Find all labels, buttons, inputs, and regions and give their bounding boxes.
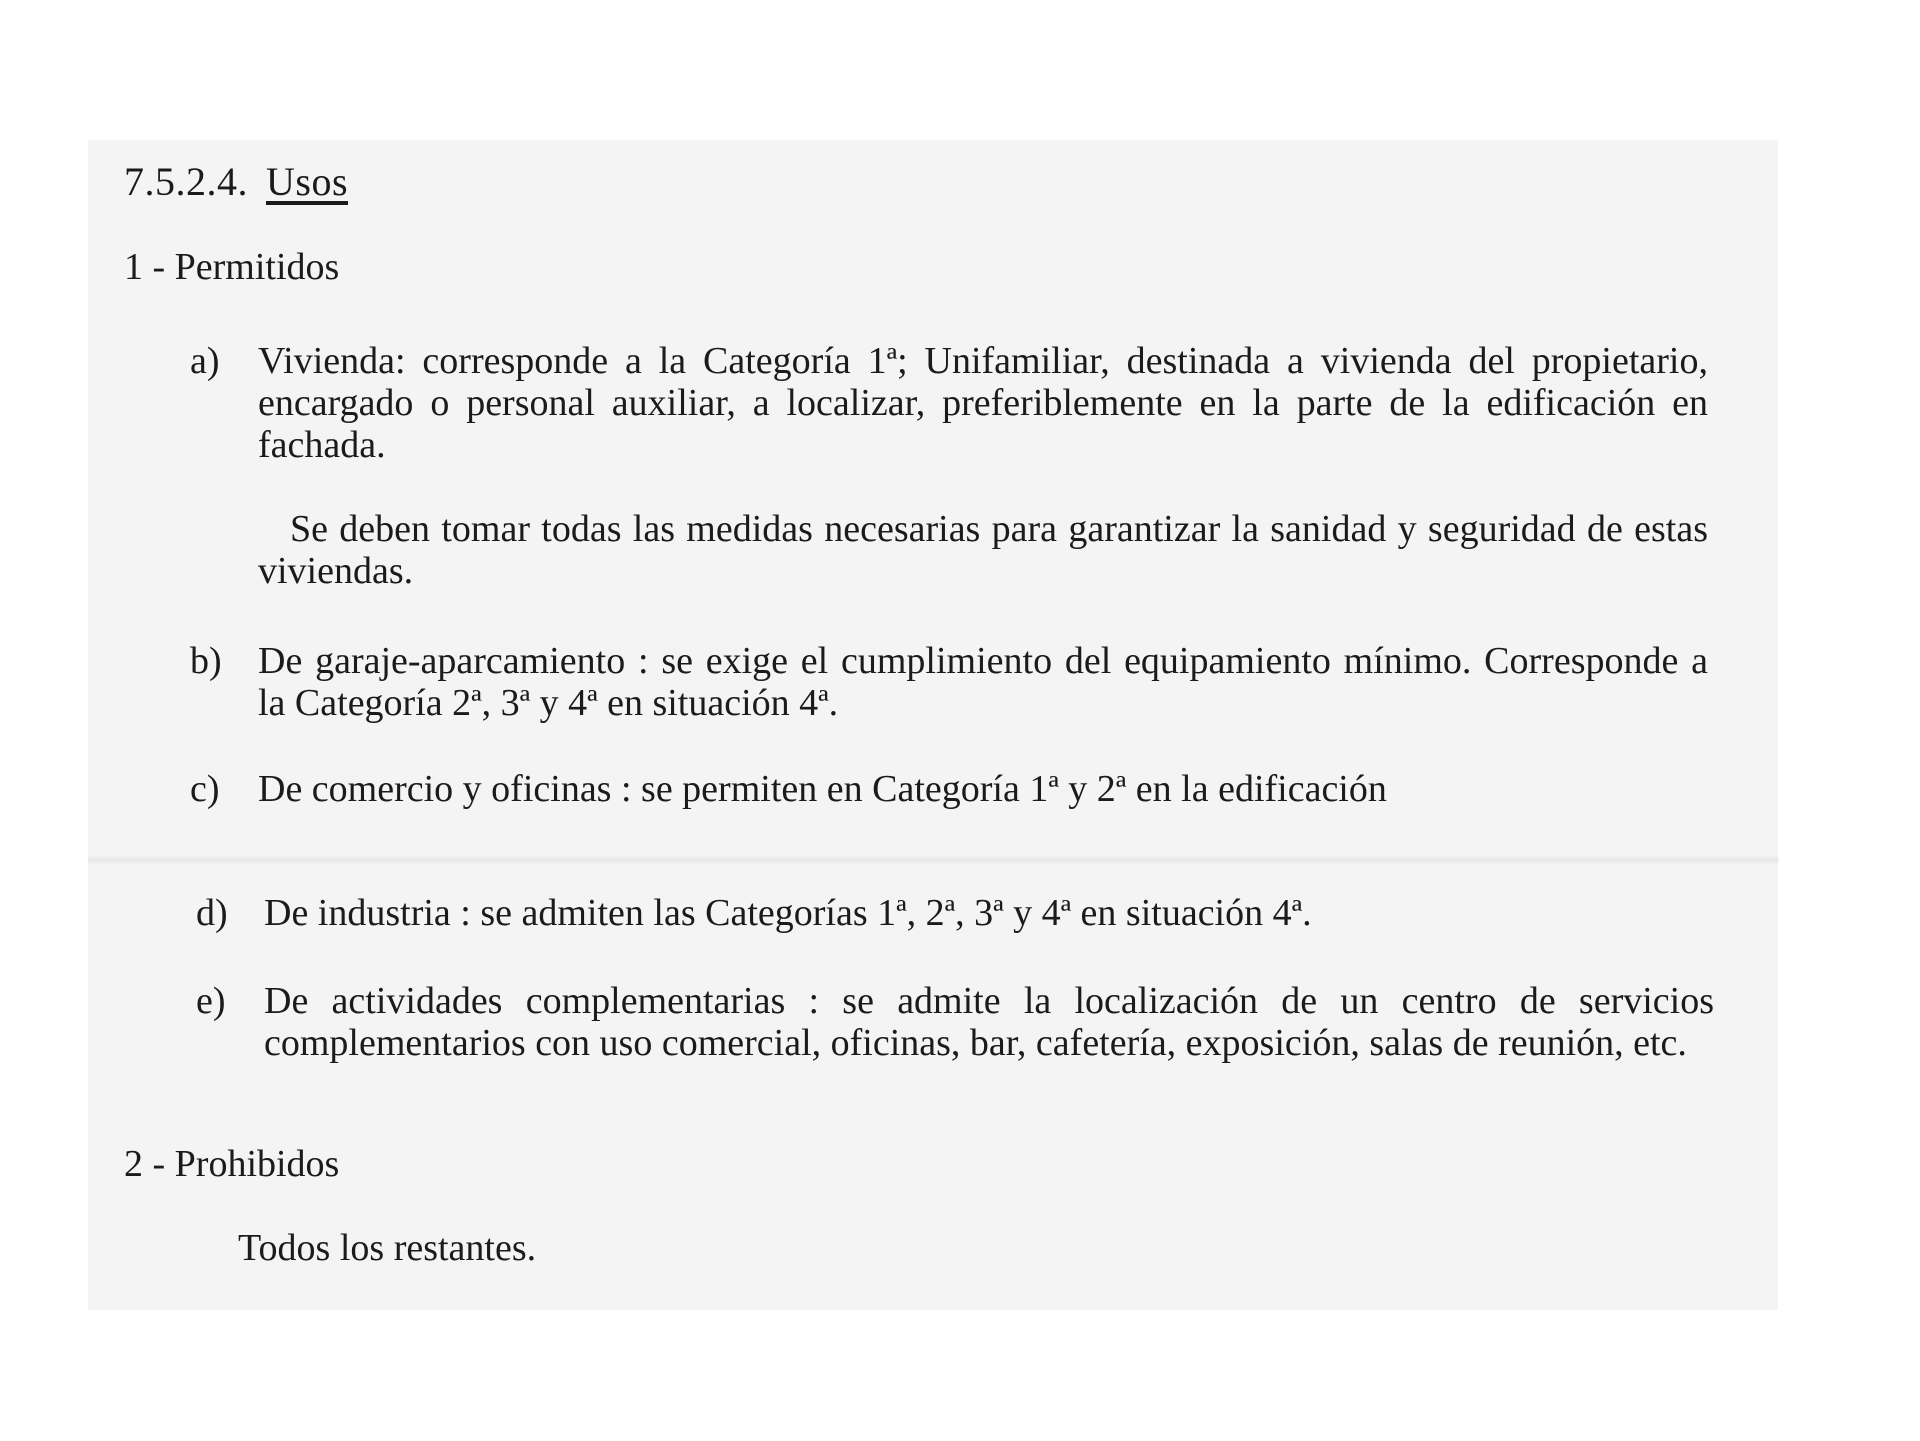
list-item-d <box>196 892 1716 938</box>
housing-note: Se deben tomar todas las medidas necesarias para garantizar la sanidad y seguridad de estas viviendas. <box>258 508 1708 592</box>
list-marker: c) <box>190 768 220 810</box>
prohibited-text: Todos los restantes. <box>238 1227 537 1269</box>
prohibited-heading: 2 - Prohibidos <box>124 1143 340 1185</box>
list-item-text: Vivienda: corresponde a la Categoría 1ª; Unifamiliar, destinada a vivienda del propietario, encargado o personal auxiliar, a localizar, preferiblemente en la parte de la edificación en fachada. <box>258 340 1708 466</box>
list-item-c <box>190 768 1710 814</box>
permitted-heading: 1 - Permitidos <box>124 246 340 288</box>
list-marker: d) <box>196 892 228 934</box>
list-item-b <box>190 640 1710 730</box>
section-title: Usos <box>266 159 349 204</box>
list-item-text: De garaje-aparcamiento : se exige el cumplimiento del equipamiento mínimo. Corresponde a la Categoría 2ª, 3ª y 4ª en situación 4ª. <box>258 640 1708 724</box>
list-item-text: De industria : se admiten las Categorías 1ª, 2ª, 3ª y 4ª en situación 4ª. <box>264 892 1312 934</box>
list-item-text: De comercio y oficinas : se permiten en Categoría 1ª y 2ª en la edificación <box>258 768 1387 810</box>
list-marker: e) <box>196 980 226 1022</box>
list-item-text: De actividades complementarias : se admite la localización de un centro de servicios complementarios con uso comercial, oficinas, bar, cafetería, exposición, salas de reunión, etc. <box>264 980 1714 1064</box>
list-marker: b) <box>190 640 222 682</box>
list-marker: a) <box>190 340 220 382</box>
list-item-e <box>196 980 1716 1110</box>
section-heading <box>124 158 348 205</box>
section-number: 7.5.2.4. <box>124 159 248 204</box>
list-item-a <box>190 340 1710 470</box>
